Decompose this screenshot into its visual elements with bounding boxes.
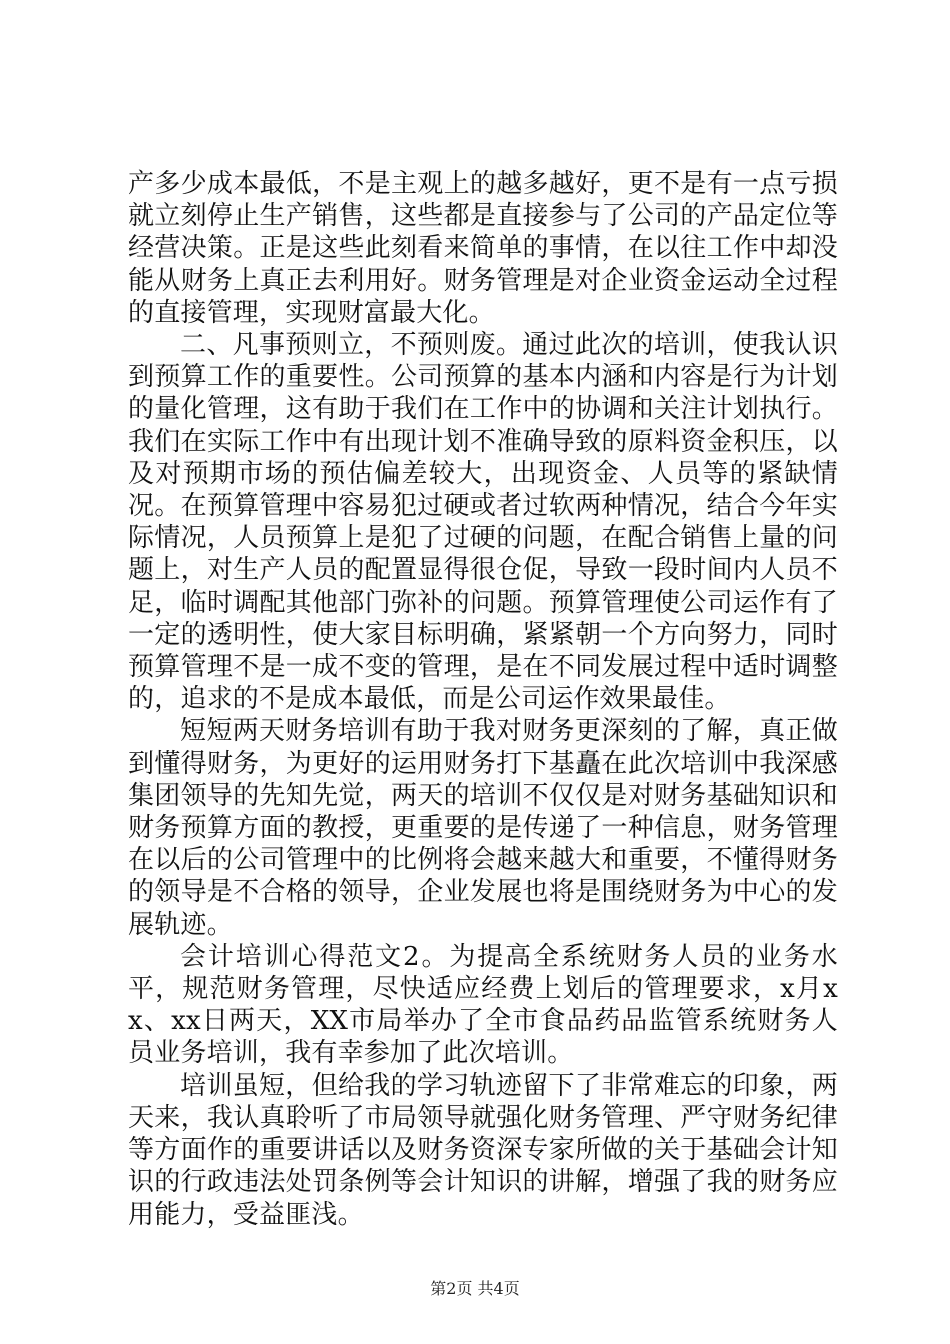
page-number: 第2页 [430, 1279, 473, 1298]
paragraph-1: 产多少成本最低，不是主观上的越多越好，更不是有一点亏损就立刻停止生产销售，这些都是直接参与了公司的产品定位等经营决策。正是这些此刻看来简单的事情，在以往工作中却没能从财务上真正去利用好。财务管理是对企业资金运动全过程的直接管理，实现财富最大化。 [128, 169, 838, 328]
document-body [128, 168, 838, 1231]
page-footer [0, 1279, 950, 1299]
paragraph-3: 短短两天财务培训有助于我对财务更深刻的了解，真正做到懂得财务，为更好的运用财务打下基矗在此次培训中我深感集团领导的先知先觉，两天的培训不仅仅是对财务基础知识和财务预算方面的教授，更重要的是传递了一种信息，财务管理在以后的公司管理中的比例将会越来越大和重要，不懂得财务的领导是不合格的领导，企业发展也将是围绕财务为中心的发展轨迹。 [128, 716, 838, 940]
page-total: 共4页 [477, 1279, 520, 1298]
paragraph-5: 培训虽短，但给我的学习轨迹留下了非常难忘的印象，两天来，我认真聆听了市局领导就强化财务管理、严守财务纪律等方面作的重要讲话以及财务资深专家所做的关于基础会计知识的行政违法处罚条例等会计知识的讲解，增强了我的财务应用能力，受益匪浅。 [128, 1070, 838, 1230]
paragraph-4: 会计培训心得范文2。为提高全系统财务人员的业务水平，规范财务管理，尽快适应经费上划后的管理要求，x月xx、xx日两天，XX市局举办了全市食品药品监管系统财务人员业务培训，我有幸参加了此次培训。 [128, 941, 838, 1069]
paragraph-2: 二、凡事预则立，不预则废。通过此次的培训，使我认识到预算工作的重要性。公司预算的基本内涵和内容是行为计划的量化管理，这有助于我们在工作中的协调和关注计划执行。我们在实际工作中有出现计划不准确导致的原料资金积压，以及对预期市场的预估偏差较大，出现资金、人员等的紧缺情况。在预算管理中容易犯过硬或者过软两种情况，结合今年实际情况，人员预算上是犯了过硬的问题，在配合销售上量的问题上，对生产人员的配置显得很仓促，导致一段时间内人员不足，临时调配其他部门弥补的问题。预算管理使公司运作有了一定的透明性，使大家目标明确，紧紧朝一个方向努力，同时预算管理不是一成不变的管理，是在不同发展过程中适时调整的，追求的不是成本最低，而是公司运作效果最佳。 [128, 330, 838, 715]
